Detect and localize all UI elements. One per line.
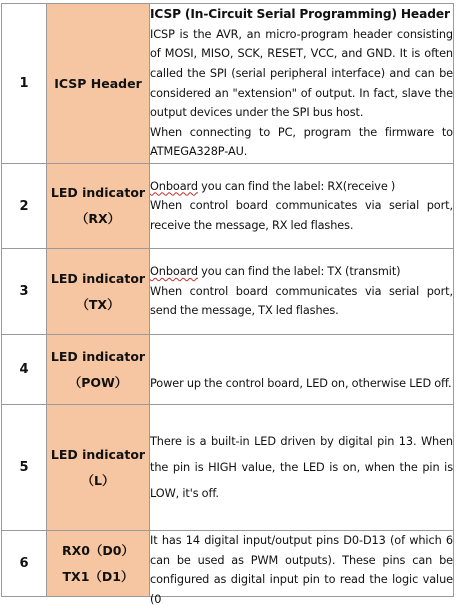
row-number: 5 <box>2 405 47 531</box>
description-lead <box>150 262 453 282</box>
table-row <box>2 405 454 531</box>
component-name-line: TX1（D1） <box>62 568 134 584</box>
description-lead <box>150 177 453 197</box>
spellcheck-word: Onboard <box>150 265 198 279</box>
component-description <box>150 405 454 531</box>
component-name-line: （POW） <box>68 374 128 390</box>
spec-table <box>1 3 454 606</box>
component-name <box>47 531 150 597</box>
description-text: When control board communicates via serial port, send the message, TX led flashes. <box>150 284 453 318</box>
component-description <box>150 164 454 249</box>
component-name-line: LED indicator <box>50 446 146 462</box>
component-name-line: （TX） <box>76 296 120 312</box>
description-lead-text: you can find the label: TX (transmit) <box>197 265 401 279</box>
description-text: There is a built-in LED driven by digital pin 13. When the pin is HIGH value, the LED is on, when the pin is LOW, it's off. <box>150 434 453 500</box>
description-text: ICSP is the AVR, an micro-program header consisting of MOSI, MISO, SCK, RESET, VCC, and GND. It is often called the SPI (serial peripheral interface) and can be considered an "extension" of output. In fact, slave the output devices under the SPI bus host. <box>150 27 453 120</box>
component-name <box>47 164 150 249</box>
component-name <box>47 4 150 164</box>
row-number: 2 <box>2 164 47 249</box>
component-description <box>150 531 454 606</box>
spellcheck-word: Onboard <box>150 179 198 193</box>
description-text: When connecting to PC, program the firmware to ATMEGA328P-AU. <box>150 125 453 159</box>
description-title: ICSP (In-Circuit Serial Programming) Header <box>150 7 450 22</box>
table-row <box>2 4 454 164</box>
component-description <box>150 249 454 335</box>
description-text: Power up the control board, LED on, otherwise LED off. <box>150 377 452 391</box>
row-number: 3 <box>2 249 47 335</box>
description-clip <box>150 531 453 606</box>
row-number: 6 <box>2 531 47 597</box>
component-name-line: LED indicator <box>50 348 146 364</box>
description-text: When control board communicates via serial port, receive the message, RX led flashes. <box>150 199 453 232</box>
component-name-line: LED indicator <box>50 270 146 286</box>
table-row <box>2 164 454 249</box>
component-name <box>47 249 150 335</box>
description-text: It has 14 digital input/output pins D0-D13 (of which 6 can be used as PWM outputs). These pins can be configured as digital input pin to read the logic value (0 <box>150 534 453 606</box>
row-number: 4 <box>2 335 47 405</box>
component-description <box>150 4 454 164</box>
component-name-line: （L） <box>81 472 115 488</box>
component-name <box>47 405 150 531</box>
table-row <box>2 249 454 335</box>
component-name-line: （RX） <box>75 211 121 226</box>
component-name-line: ICSP Header <box>54 75 142 91</box>
description-lead-text: you can find the label: RX(receive ) <box>197 179 396 193</box>
component-name-line: RX0（D0） <box>61 542 135 558</box>
component-description <box>150 335 454 405</box>
row-number: 1 <box>2 4 47 164</box>
table-row <box>2 335 454 405</box>
component-name-line: LED indicator <box>50 185 146 200</box>
table-row <box>2 531 454 597</box>
component-name <box>47 335 150 405</box>
